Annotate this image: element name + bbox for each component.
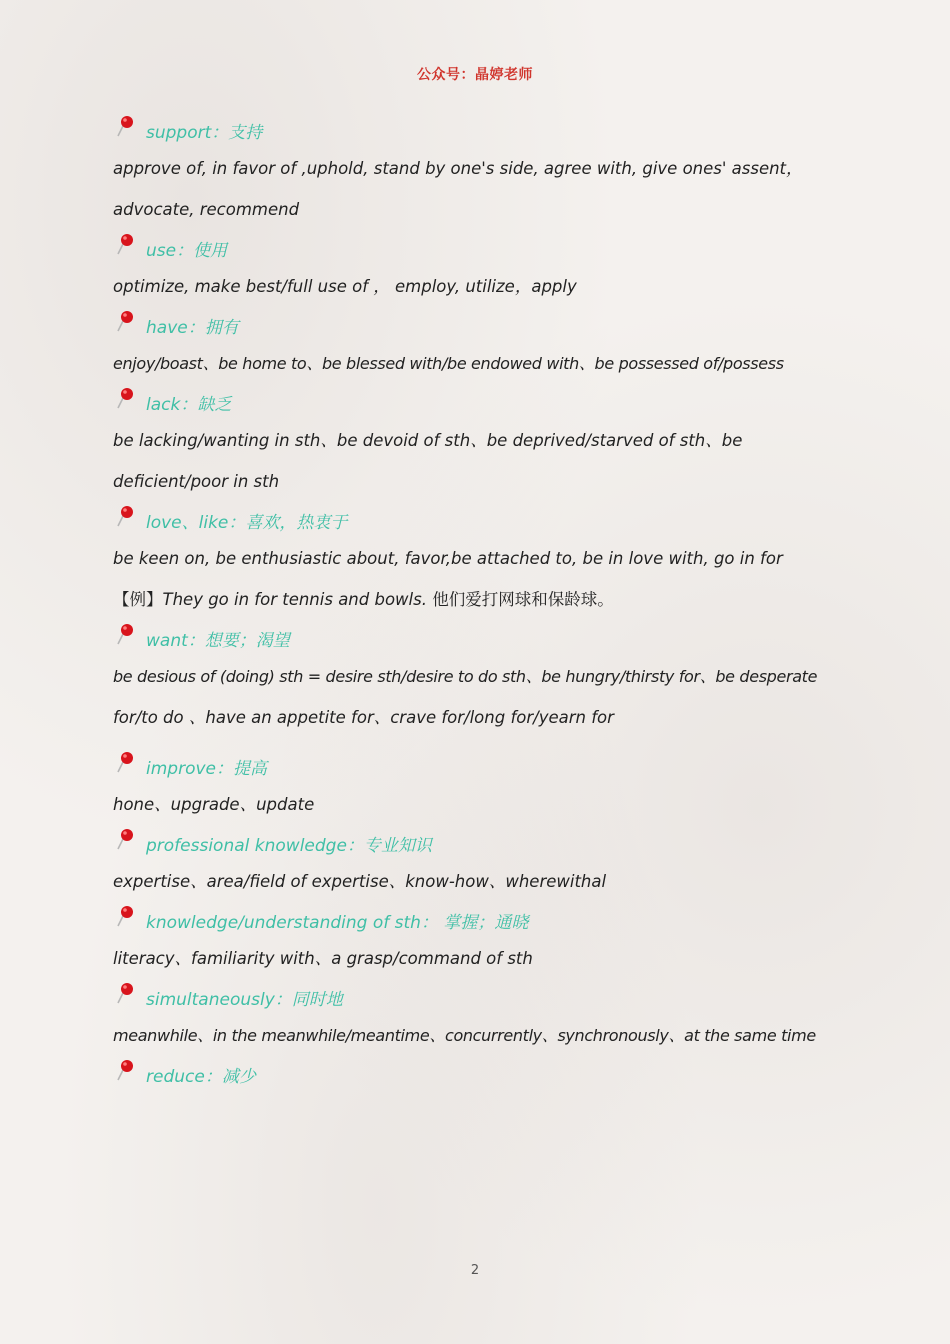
entry-heading: support：支持: [146, 122, 263, 143]
entry-line: be desious of (doing) sth = desire sth/desire to do sth、be hungry/thirsty for、be desperate: [113, 667, 818, 686]
entry-line: literacy、familiarity with、a grasp/command of sth: [113, 949, 533, 968]
entry-heading: knowledge/understanding of sth： 掌握；通晓: [146, 912, 529, 933]
entry-heading: improve：提高: [146, 758, 267, 779]
pushpin-icon: [115, 1058, 137, 1082]
entry-love-like: [113, 502, 853, 620]
entry-heading: use：使用: [146, 240, 228, 261]
entry-line: hone、upgrade、update: [113, 795, 315, 814]
entry-line: enjoy/boast、be home to、be blessed with/be endowed with、be possessed of/possess: [113, 354, 784, 373]
entry-heading: have：拥有: [146, 317, 239, 338]
page-number: 2: [470, 1263, 480, 1278]
entry-line: deficient/poor in sth: [113, 472, 280, 491]
pushpin-icon: [115, 386, 137, 410]
page-header: 公众号：晶婷老师: [417, 67, 533, 83]
entry-support: [113, 112, 853, 230]
entry-heading: love、like：喜欢，热衷于: [146, 512, 348, 533]
entry-line: for/to do 、have an appetite for、crave for/long for/yearn for: [113, 708, 614, 727]
pushpin-icon: [115, 827, 137, 851]
entry-heading: lack：缺乏: [146, 394, 232, 415]
pushpin-icon: [115, 504, 137, 528]
entry-professional-knowledge: [113, 825, 853, 902]
entry-line: be keen on, be enthusiastic about, favor,be attached to, be in love with, go in for: [113, 549, 783, 568]
entry-have: [113, 307, 853, 384]
entry-line: optimize, make best/full use of ， employ, utilize，apply: [113, 277, 577, 296]
entry-line: expertise、area/field of expertise、know-how、wherewithal: [113, 872, 607, 891]
example-chinese: 他们爱打网球和保龄球。: [426, 590, 614, 609]
example-bracket: 【例】: [113, 590, 163, 609]
pushpin-icon: [115, 114, 137, 138]
entry-line: meanwhile、in the meanwhile/meantime、concurrently、synchronously、at the same time: [113, 1026, 816, 1045]
pushpin-icon: [115, 981, 137, 1005]
entry-use: [113, 230, 853, 307]
entry-lack: [113, 384, 853, 502]
entry-heading: professional knowledge：专业知识: [146, 835, 432, 856]
entry-improve: [113, 748, 853, 825]
entry-knowledge-understanding: [113, 902, 853, 979]
entry-want: [113, 620, 853, 738]
example-sentence: [113, 579, 853, 620]
pushpin-icon: [115, 750, 137, 774]
entry-heading: simultaneously：同时地: [146, 989, 343, 1010]
entry-reduce: [113, 1056, 853, 1092]
entry-heading: want：想要；渴望: [146, 630, 290, 651]
vocabulary-list: [113, 112, 853, 1092]
entry-line: be lacking/wanting in sth、be devoid of sth、be deprived/starved of sth、be: [113, 431, 743, 450]
pushpin-icon: [115, 622, 137, 646]
pushpin-icon: [115, 904, 137, 928]
entry-line: advocate, recommend: [113, 200, 300, 219]
entry-line: approve of, in favor of ,uphold, stand by one's side, agree with, give ones' assent，: [113, 159, 803, 178]
entry-heading: reduce：减少: [146, 1066, 256, 1087]
example-english: They go in for tennis and bowls.: [162, 590, 427, 609]
pushpin-icon: [115, 232, 137, 256]
entry-simultaneously: [113, 979, 853, 1056]
pushpin-icon: [115, 309, 137, 333]
